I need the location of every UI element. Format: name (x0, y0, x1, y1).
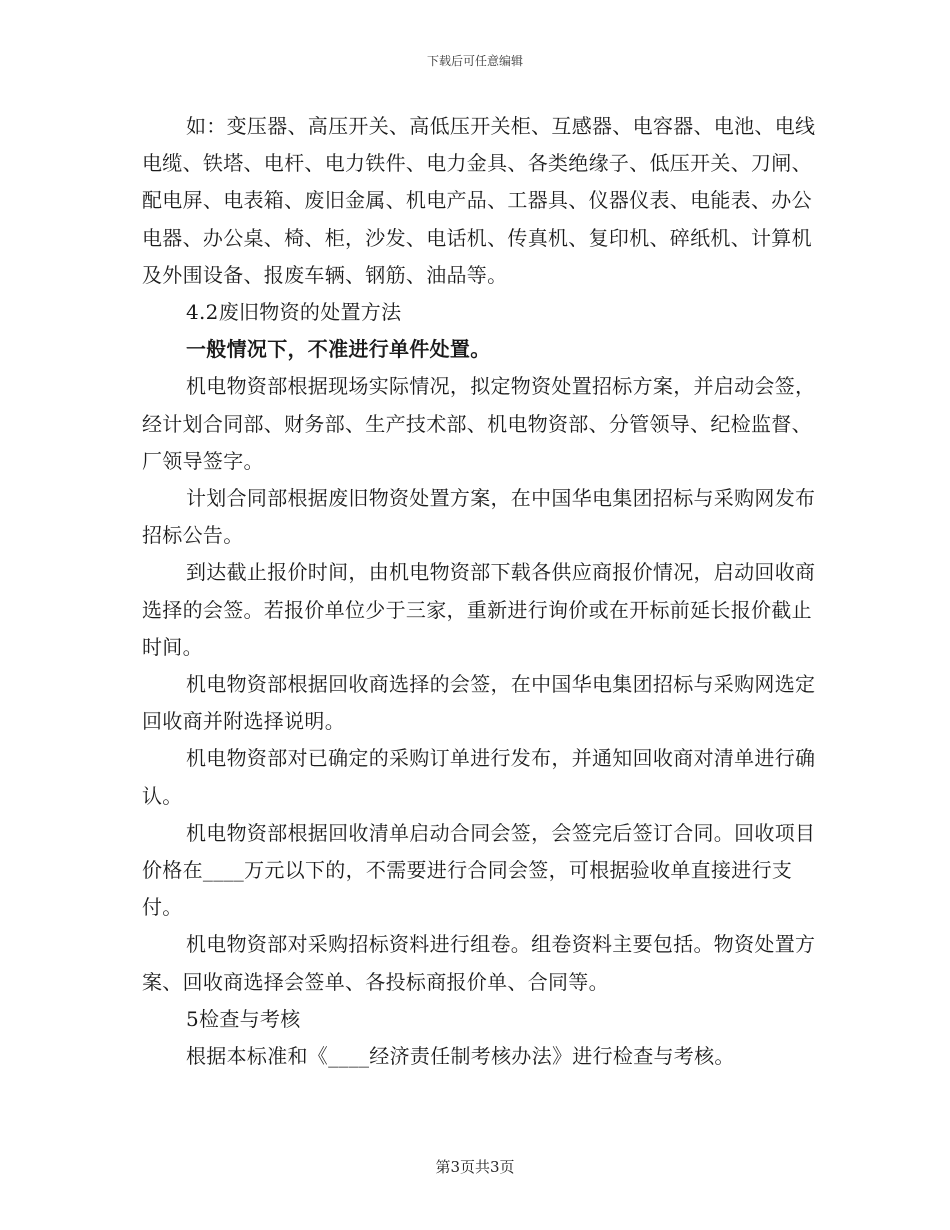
body-paragraph: 机电物资部对已确定的采购订单进行发布，并通知回收商对清单进行确认。 (142, 746, 816, 808)
body-paragraph: 计划合同部根据废旧物资处置方案，在中国华电集团招标与采购网发布招标公告。 (142, 486, 816, 548)
body-paragraph: 根据本标准和《____经济责任制考核办法》进行检查与考核。 (186, 1044, 735, 1069)
body-paragraph: 机电物资部对采购招标资料进行组卷。组卷资料主要包括。物资处置方案、回收商选择会签单、各投标商报价单、合同等。 (142, 932, 816, 994)
body-paragraph: 机电物资部根据现场实际情况，拟定物资处置招标方案，并启动会签，经计划合同部、财务部、生产技术部、机电物资部、分管领导、纪检监督、厂领导签字。 (142, 374, 816, 473)
rule-paragraph: 一般情况下，不准进行单件处置。 (186, 337, 491, 362)
body-paragraph: 机电物资部根据回收清单启动合同会签，会签完后签订合同。回收项目价格在____万元以下的，不需要进行合同会签，可根据验收单直接进行支付。 (142, 820, 816, 920)
body-paragraph: 机电物资部根据回收商选择的会签，在中国华电集团招标与采购网选定回收商并附选择说明。 (142, 672, 816, 734)
body-paragraph: 到达截止报价时间，由机电物资部下载各供应商报价情况，启动回收商选择的会签。若报价单位少于三家，重新进行询价或在开标前延长报价截止时间。 (142, 560, 816, 659)
section-heading-4-2: 4.2废旧物资的处置方法 (186, 300, 402, 325)
section-heading-5: 5检查与考核 (186, 1006, 301, 1031)
page-footer: 第3页共3页 (435, 1158, 515, 1176)
document-body (142, 108, 822, 1075)
equipment-list-paragraph: 如：变压器、高压开关、高低压开关柜、互感器、电容器、电池、电线电缆、铁塔、电杆、电力铁件、电力金具、各类绝缘子、低压开关、刀闸、配电屏、电表箱、废旧金属、机电产品、工器具、仪器仪表、电能表、办公电器、办公桌、椅、柜，沙发、电话机、传真机、复印机、碎纸机、计算机及外围设备、报废车辆、钢筋、油品等。 (142, 114, 816, 287)
page-header: 下载后可任意编辑 (426, 54, 523, 68)
